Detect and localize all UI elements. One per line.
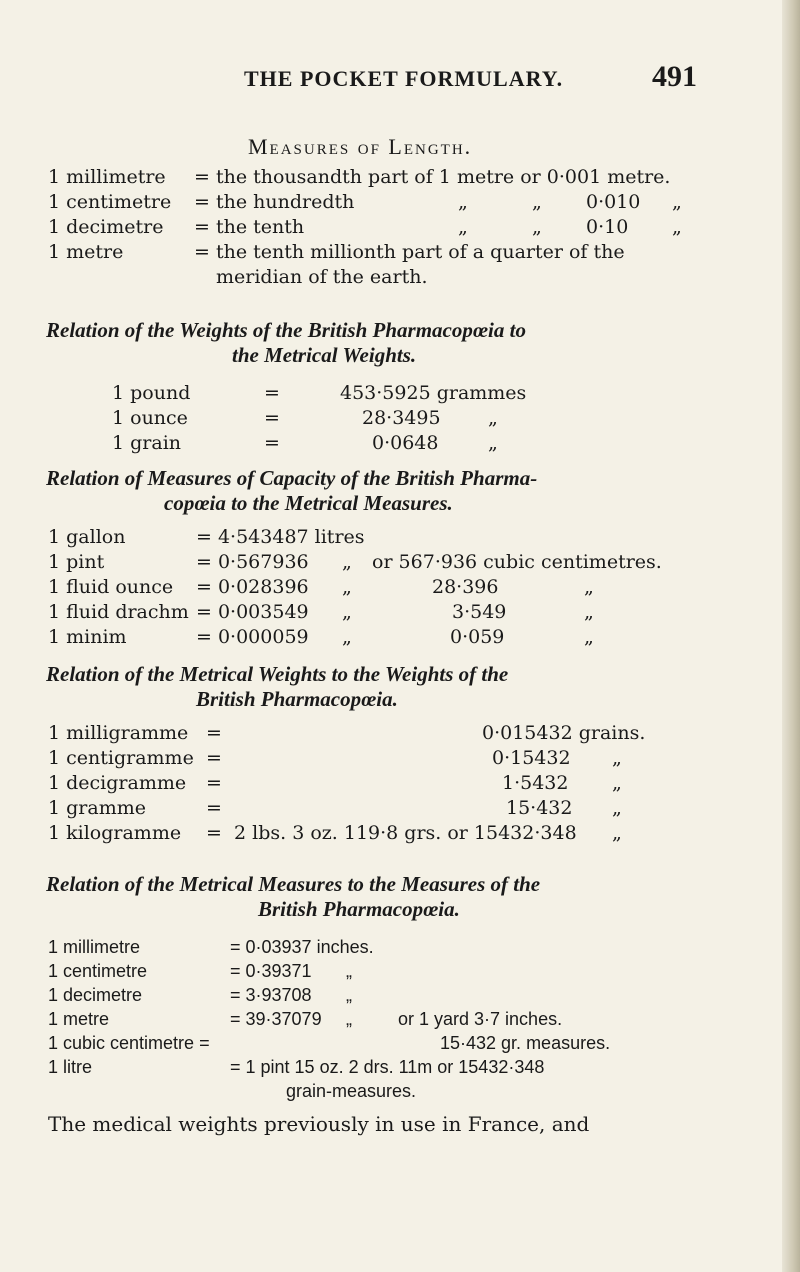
- metrical-measures-value: = 1 pint 15 oz. 2 drs. 11m or 15432·348: [230, 1057, 545, 1077]
- ditto-mark: „: [342, 601, 352, 623]
- ditto-mark: „: [584, 626, 594, 648]
- metrical-weights-label: 1 kilogramme: [48, 822, 182, 844]
- page-number: 491: [652, 60, 697, 93]
- heading-metrical-weights-1: Relation of the Metrical Weights to the Weights of the: [46, 662, 509, 686]
- equals-sign: =: [264, 432, 280, 454]
- length-value: = the tenth millionth part of a quarter of the: [194, 241, 625, 263]
- metrical-weights-label: 1 milligramme: [48, 722, 189, 744]
- length-label: 1 millimetre: [48, 166, 166, 188]
- heading-metrical-measures-2: British Pharmacopœia.: [258, 897, 460, 921]
- capacity-value: 0·059: [450, 626, 505, 648]
- capacity-value: = 0·000059: [196, 626, 309, 648]
- weights-label: 1 pound: [112, 382, 191, 404]
- metrical-measures-value: grain-measures.: [286, 1081, 417, 1101]
- capacity-value: = 0·567936: [196, 551, 309, 573]
- heading-metrical-weights-2: British Pharmacopœia.: [196, 687, 398, 711]
- capacity-value: = 0·003549: [196, 601, 309, 623]
- metrical-measures-label: 1 litre: [48, 1057, 93, 1077]
- ditto-mark: „: [458, 216, 468, 238]
- capacity-label: 1 fluid drachm: [48, 601, 189, 623]
- metrical-measures-value: 15·432 gr. measures.: [440, 1033, 611, 1053]
- capacity-label: 1 gallon: [48, 526, 126, 548]
- ditto-mark: „: [488, 432, 498, 454]
- heading-weights-2: the Metrical Weights.: [232, 343, 417, 367]
- capacity-value: = 4·543487 litres: [196, 526, 365, 548]
- ditto-mark: „: [342, 551, 352, 573]
- length-value: = the hundredth: [194, 191, 355, 213]
- running-head: THE POCKET FORMULARY.: [244, 66, 564, 91]
- length-value: = the thousandth part of 1 metre or 0·001 metre.: [194, 166, 671, 188]
- heading-capacity-1: Relation of Measures of Capacity of the British Pharma-: [46, 466, 538, 490]
- metrical-measures-value: = 39·37079: [230, 1009, 322, 1029]
- metrical-weights-label: 1 decigramme: [48, 772, 187, 794]
- capacity-value: 3·549: [452, 601, 507, 623]
- ditto-mark: „: [346, 985, 352, 1005]
- capacity-value: 28·396: [432, 576, 499, 598]
- equals-sign: =: [206, 722, 222, 744]
- length-label: 1 metre: [48, 241, 124, 263]
- capacity-label: 1 minim: [48, 626, 127, 648]
- equals-sign: =: [264, 382, 280, 404]
- ditto-mark: „: [612, 822, 622, 844]
- metrical-measures-value: or 1 yard 3·7 inches.: [398, 1009, 563, 1029]
- capacity-label: 1 pint: [48, 551, 105, 573]
- weights-value: 28·3495: [362, 407, 441, 429]
- ditto-mark: „: [584, 601, 594, 623]
- metrical-measures-value: = 3·93708: [230, 985, 312, 1005]
- metrical-weights-label: 1 gramme: [48, 797, 146, 819]
- metrical-measures-label: 1 millimetre: [48, 937, 141, 957]
- ditto-mark: „: [612, 772, 622, 794]
- capacity-value: = 0·028396: [196, 576, 309, 598]
- length-value: 0·010: [586, 191, 641, 213]
- metrical-measures-value: = 0·03937 inches.: [230, 937, 374, 957]
- capacity-value: or 567·936 cubic centimetres.: [372, 551, 662, 573]
- capacity-label: 1 fluid ounce: [48, 576, 174, 598]
- metrical-weights-value: 2 lbs. 3 oz. 119·8 grs. or 15432·348: [234, 822, 577, 844]
- metrical-weights-value: 0·15432: [492, 747, 571, 769]
- metrical-weights-value: 1·5432: [502, 772, 569, 794]
- weights-value: 453·5925 grammes: [340, 382, 527, 404]
- equals-sign: =: [264, 407, 280, 429]
- length-label: 1 decimetre: [48, 216, 164, 238]
- length-value: 0·10: [586, 216, 629, 238]
- metrical-measures-value: = 0·39371: [230, 961, 312, 981]
- ditto-mark: „: [532, 191, 542, 213]
- equals-sign: =: [206, 772, 222, 794]
- metrical-measures-label: 1 centimetre: [48, 961, 148, 981]
- ditto-mark: „: [346, 961, 352, 981]
- heading-metrical-measures-1: Relation of the Metrical Measures to the Measures of the: [46, 872, 541, 896]
- ditto-mark: „: [346, 1009, 352, 1029]
- ditto-mark: „: [342, 626, 352, 648]
- length-value: meridian of the earth.: [216, 266, 428, 288]
- metrical-measures-label: 1 cubic centimetre =: [48, 1033, 210, 1053]
- metrical-weights-label: 1 centigramme: [48, 747, 194, 769]
- ditto-mark: „: [488, 407, 498, 429]
- equals-sign: =: [206, 797, 222, 819]
- weights-label: 1 grain: [112, 432, 182, 454]
- metrical-weights-value: 15·432: [506, 797, 573, 819]
- ditto-mark: „: [458, 191, 468, 213]
- continuation-line: The medical weights previously in use in France, and: [48, 1112, 590, 1136]
- page-header: [0, 60, 800, 94]
- ditto-mark: „: [672, 216, 682, 238]
- metrical-measures-label: 1 decimetre: [48, 985, 143, 1005]
- equals-sign: =: [206, 822, 222, 844]
- equals-sign: =: [206, 747, 222, 769]
- metrical-measures-label: 1 metre: [48, 1009, 110, 1029]
- page-edge: [782, 0, 800, 1272]
- ditto-mark: „: [612, 797, 622, 819]
- ditto-mark: „: [584, 576, 594, 598]
- heading-weights-1: Relation of the Weights of the British Pharmacopœia to: [46, 318, 526, 342]
- weights-value: 0·0648: [372, 432, 439, 454]
- ditto-mark: „: [532, 216, 542, 238]
- weights-label: 1 ounce: [112, 407, 188, 429]
- metrical-weights-value: 0·015432 grains.: [482, 722, 646, 744]
- length-label: 1 centimetre: [48, 191, 172, 213]
- ditto-mark: „: [342, 576, 352, 598]
- ditto-mark: „: [672, 191, 682, 213]
- section-title-length: Measures of Length.: [248, 134, 473, 159]
- length-value: = the tenth: [194, 216, 305, 238]
- heading-capacity-2: copœia to the Metrical Measures.: [164, 491, 453, 515]
- ditto-mark: „: [612, 747, 622, 769]
